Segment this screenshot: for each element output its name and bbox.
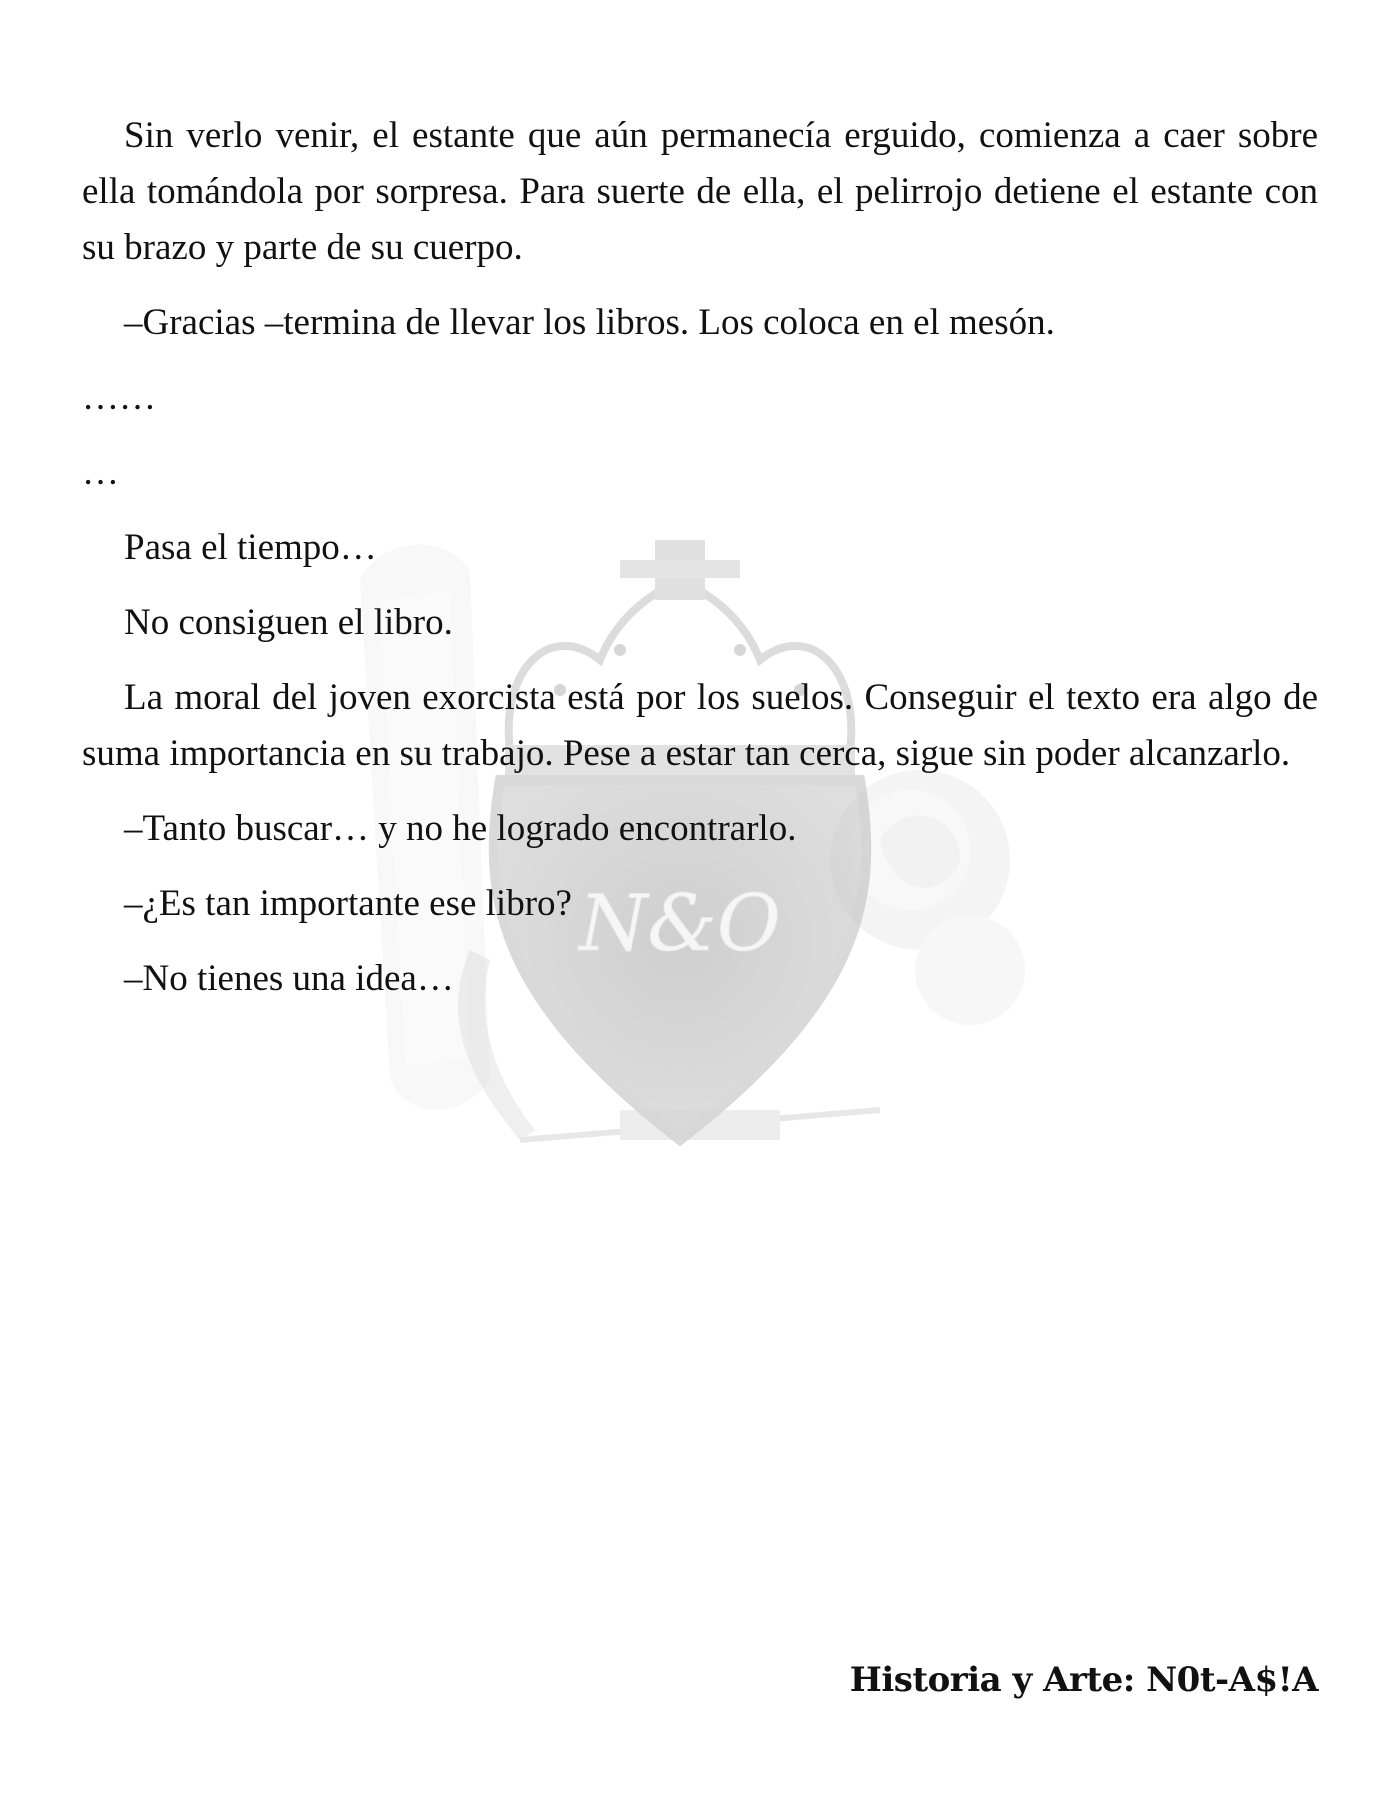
watermark-monogram: N&O <box>579 879 781 969</box>
paragraph: Sin verlo venir, el estante que aún permanecía erguido, comienza a caer sobre ella tomándola por sorpresa. Para suerte de ella, el pelirrojo detiene el estante con su brazo y parte de su cuerpo. <box>82 115 1318 268</box>
story-text <box>82 108 1318 1026</box>
dialogue-line: –No tienes una idea… <box>124 958 454 999</box>
dialogue-line: –Tanto buscar… y no he logrado encontrarlo. <box>124 808 797 849</box>
paragraph: Pasa el tiempo… <box>124 527 377 568</box>
paragraph: No consiguen el libro. <box>124 602 453 643</box>
scene-break-ellipsis: …… <box>82 377 156 418</box>
scene-break-ellipsis: … <box>82 452 119 493</box>
paragraph: La moral del joven exorcista está por los suelos. Conseguir el texto era algo de suma importancia en su trabajo. Pese a estar tan cerca, sigue sin poder alcanzarlo. <box>82 677 1318 774</box>
paragraph: –Gracias –termina de llevar los libros. Los coloca en el mesón. <box>124 302 1055 343</box>
author-credit: Historia y Arte: N0t-A$!A <box>849 1660 1318 1700</box>
dialogue-line: –¿Es tan importante ese libro? <box>124 883 572 924</box>
